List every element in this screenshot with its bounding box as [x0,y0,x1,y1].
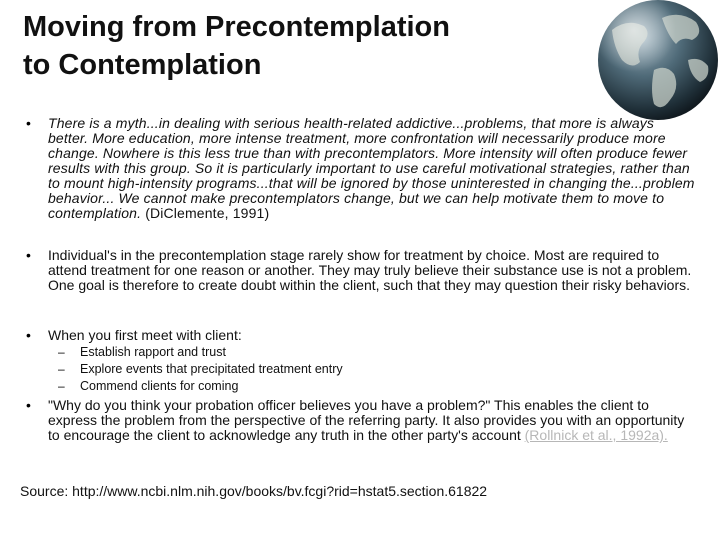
title-line-2: to Contemplation [23,49,262,81]
bullet-marker: • [26,327,31,343]
bullet-text-3: When you first meet with client: [48,327,242,343]
reference-link[interactable]: (Rollnick et al., 1992a). [524,427,668,443]
bullet-text-1 [48,116,698,221]
sub-item-2: Explore events that precipitated treatment entry [80,362,343,376]
sub-bullet-marker: – [58,345,65,359]
sub-item-3: Commend clients for coming [80,379,239,393]
source-citation: Source: http://www.ncbi.nlm.nih.gov/books/bv.fcgi?rid=hstat5.section.61822 [20,483,488,499]
bullet-1-quote: There is a myth...in dealing with serious health-related addictive...problems, that more is always better. More education, more intense treatment, more confrontation will necessarily produce more change. Nowhere is this less true than with precontemplators. More intensity will often produce fewer results with this group. So it is particularly important to use careful motivational strategies, rather than to mount high-intensity programs...that will be ignored by those uninterested in changing the...problem behavior... We cannot make precontemplators change, but we can help motivate them to move to contemplation. [48,115,695,221]
bullet-text-2: Individual's in the precontemplation stage rarely show for treatment by choice. Most are required to attend treatment for one reason or another. They may truly believe their substance use is not a problem. One goal is therefore to create doubt within the client, such that they may question their risky behaviors. [48,247,692,293]
sub-item-1: Establish rapport and trust [80,345,226,359]
bullet-marker: • [26,247,31,263]
globe-image [592,0,720,128]
bullet-marker: • [26,115,31,131]
sub-bullet-marker: – [58,379,65,393]
bullet-1-citation: (DiClemente, 1991) [145,205,270,221]
bullet-marker: • [26,397,31,413]
slide-title [23,8,583,84]
title-line-1: Moving from Precontemplation [23,11,450,43]
bullet-4-text: "Why do you think your probation officer believes you have a problem?" This enables the client to express the problem from the perspective of the referring party. It also provides you with an opportunity to encourage the client to acknowledge any truth in the other party's account [48,397,685,443]
bullet-text-4 [48,398,698,443]
sub-bullet-marker: – [58,362,65,376]
